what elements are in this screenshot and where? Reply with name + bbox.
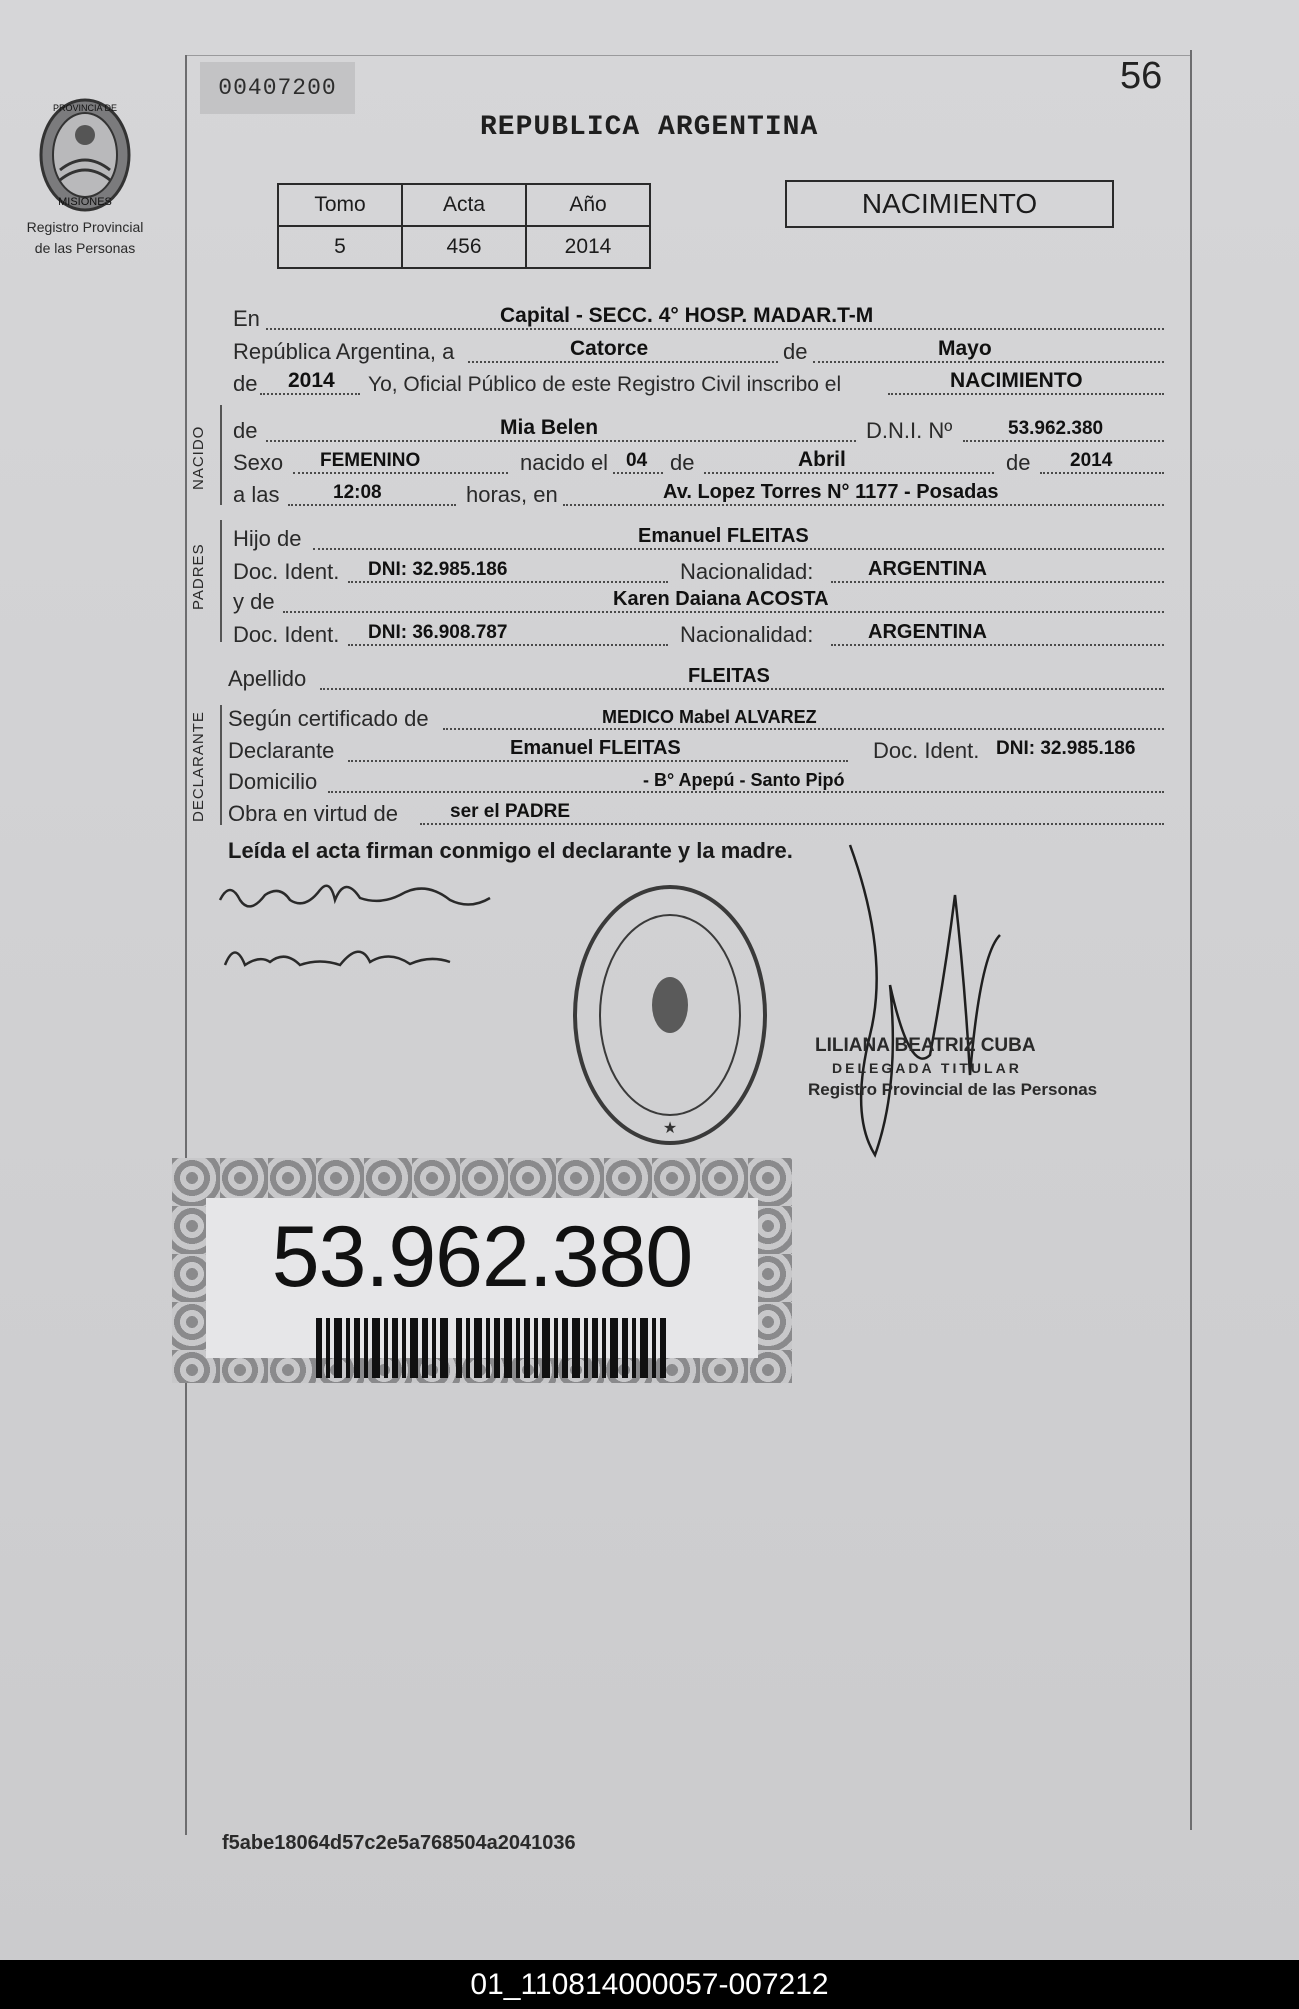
de2-label: de [233,371,258,396]
official-title: DELEGADA TITULAR [832,1060,1022,1076]
madre-nac-value: ARGENTINA [868,621,987,643]
padre-doc-value: DNI: 32.985.186 [368,559,508,580]
lugar-value: Av. Lopez Torres N° 1177 - Posadas [663,481,999,503]
line-hora [228,476,1166,510]
line-padre-doc [228,553,1166,587]
misiones-logo [20,95,150,257]
table-header-acta: Acta [402,184,526,226]
declarante-separator [220,705,222,825]
frame-top-line [185,55,1191,56]
declarante-doc-value: DNI: 32.985.186 [996,738,1136,759]
serial-number: 00407200 [200,62,355,114]
logo-label-line2: de las Personas [34,240,136,256]
a-las-label: a las [233,482,280,507]
declarante-doc-label: Doc. Ident. [873,738,980,763]
section-label-nacido: NACIDO [190,425,207,490]
obra-value: ser el PADRE [450,801,571,822]
table-value-tomo: 5 [278,226,402,268]
nacido-separator [220,405,222,505]
barcode-number: 53.962.380 [271,1209,693,1305]
dia-value: Catorce [570,337,649,360]
nacido-de-label2: de [670,450,695,475]
certificado-value: MEDICO Mabel ALVAREZ [602,707,817,727]
sexo-label: Sexo [233,450,284,475]
table-value-anio: 2014 [526,226,650,268]
de-label: de [783,339,808,364]
nacido-dia-value: 04 [626,450,648,471]
nacido-mes-value: Abril [798,448,846,471]
padre-nac-value: ARGENTINA [868,558,987,580]
en-value: Capital - SECC. 4° HOSP. MADAR.T-M [500,304,874,327]
official-registry: Registro Provincial de las Personas [808,1080,1098,1099]
padre-name-value: Emanuel FLEITAS [638,525,809,547]
sexo-value: FEMENINO [320,450,421,471]
en-label: En [233,306,260,331]
svg-text:★: ★ [662,1120,678,1137]
apellido-value: FLEITAS [688,665,770,687]
record-table [277,183,651,269]
line-domicilio [228,763,1166,797]
madre-doc-label: Doc. Ident. [233,622,340,647]
table-value-acta: 456 [402,226,526,268]
table-header-tomo: Tomo [278,184,402,226]
madre-nac-label: Nacionalidad: [680,622,814,647]
frame-right-line [1190,50,1192,1830]
footer-filename: 01_110814000057-007212 [0,1960,1299,2009]
padre-doc-label: Doc. Ident. [233,559,340,584]
line-apellido [228,660,1166,694]
line-declarante [228,732,1166,766]
closing-statement: Leída el acta firman conmigo el declarante y la madre. [228,838,793,863]
page-number: 56 [1120,55,1163,97]
apellido-label: Apellido [228,666,307,691]
nacido-el-label: nacido el [520,450,609,475]
dni-label: D.N.I. Nº [866,418,953,443]
madre-doc-value: DNI: 36.908.787 [368,622,508,643]
madre-name-value: Karen Daiana ACOSTA [613,588,829,610]
line-sexo [228,444,1166,478]
handwritten-signatures [210,870,510,990]
inscribo-value: NACIMIENTO [950,369,1083,392]
domicilio-label: Domicilio [228,769,318,794]
domicilio-value: - B° Apepú - Santo Pipó [643,770,845,790]
document-type-box: NACIMIENTO [785,180,1114,228]
misiones-emblem-icon [35,95,135,215]
republica-label: República Argentina, a [233,339,455,364]
svg-text:MISIONES: MISIONES [58,196,112,208]
line-en [228,300,1166,334]
declarante-value: Emanuel FLEITAS [510,737,681,759]
anio-value: 2014 [288,369,335,392]
barcode-inner [206,1198,758,1358]
document-hash: f5abe18064d57c2e5a768504a2041036 [222,1832,576,1854]
nacido-anio-value: 2014 [1070,450,1113,471]
nacido-name-value: Mia Belen [500,416,599,439]
y-de-label: y de [233,589,275,614]
line-madre-doc [228,616,1166,650]
section-label-padres: PADRES [190,543,207,610]
dni-value: 53.962.380 [1008,418,1104,439]
line-obra [228,795,1166,829]
official-signature [830,835,1030,1165]
obra-label: Obra en virtud de [228,801,398,826]
line-y-de [228,583,1166,617]
line-hijo-de [228,520,1166,554]
barcode-icon [316,1318,676,1378]
horas-en-label: horas, en [466,482,558,507]
official-stamp-icon [565,875,775,1155]
declarante-label: Declarante [228,738,335,763]
official-name: LILIANA BEATRIZ CUBA [815,1035,1036,1056]
inscribo-label: Yo, Oficial Público de este Registro Civil inscribo el [368,373,842,396]
dni-barcode-card [172,1158,792,1383]
padres-separator [220,520,222,642]
svg-text:PROVINCIA DE: PROVINCIA DE [52,103,118,113]
hijo-de-label: Hijo de [233,526,302,551]
mes-value: Mayo [938,337,992,360]
nacido-de-label: de [233,418,258,443]
line-certificado [228,700,1166,734]
nacido-de-label3: de [1006,450,1031,475]
frame-left-line [185,55,187,1835]
section-label-declarante: DECLARANTE [190,711,207,822]
table-header-anio: Año [526,184,650,226]
line-inscribo [228,365,1166,399]
certificado-label: Según certificado de [228,706,429,731]
logo-label-line1: Registro Provincial [26,219,144,235]
hora-value: 12:08 [333,482,382,503]
line-republica [228,333,1166,367]
page-title: REPUBLICA ARGENTINA [480,112,819,143]
line-nacido-name [228,412,1166,446]
padre-nac-label: Nacionalidad: [680,559,814,584]
